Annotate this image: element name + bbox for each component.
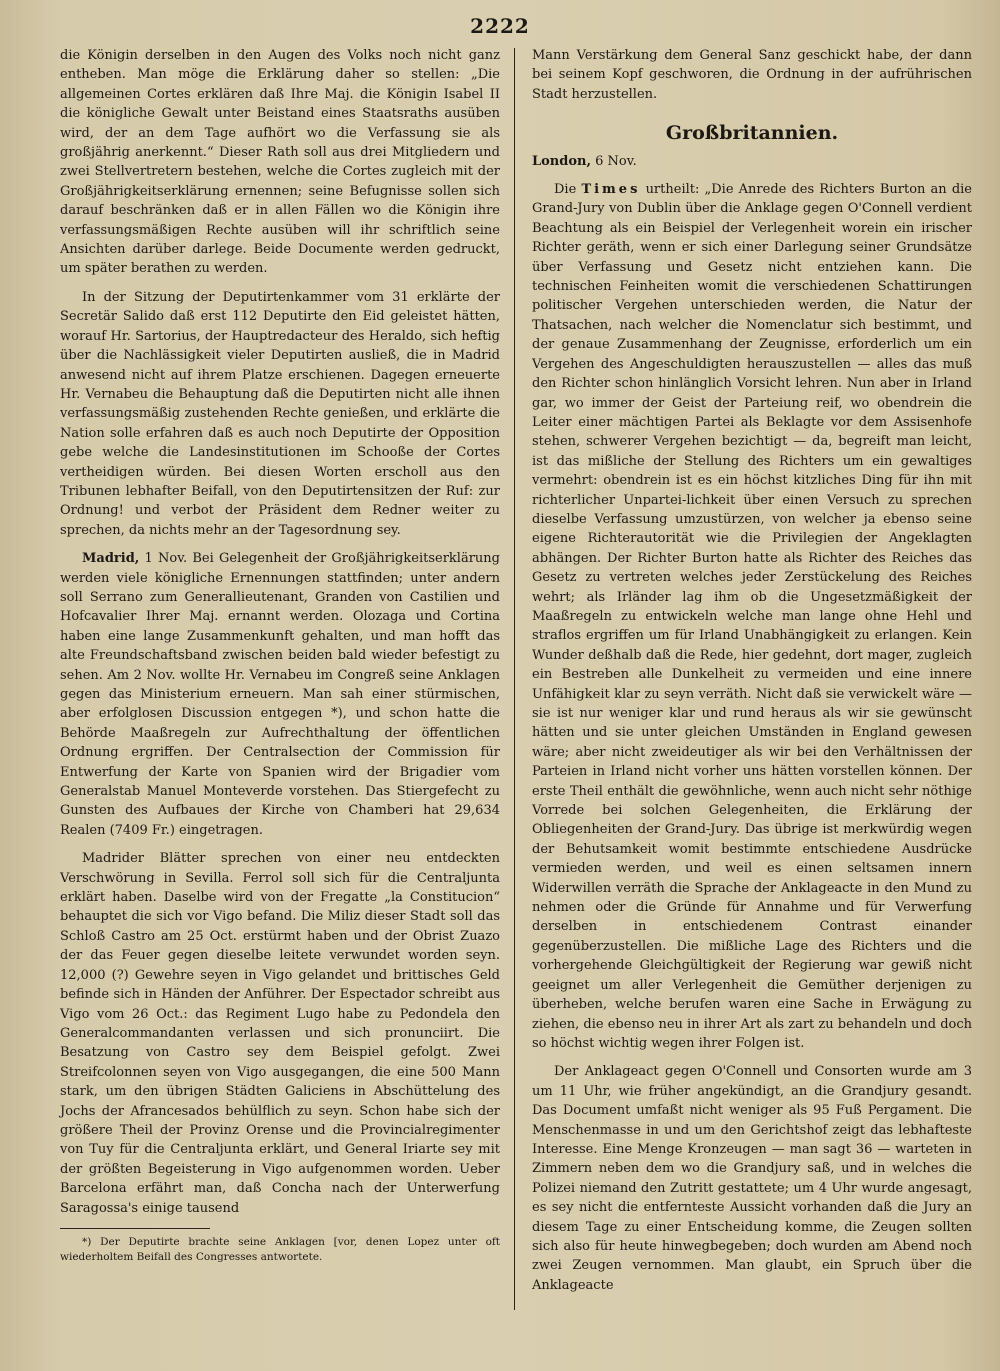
- dateline: London,: [532, 153, 592, 169]
- section-heading: Großbritannien.: [665, 122, 839, 145]
- article-paragraph: Madrider Blätter sprechen von einer neu entdeckten Verschwörung in Sevilla. Ferrol soll sich für die Centraljunta erklärt haben. Daselbe wird von der Fregatte „la Constitucion“ behauptet die sich vor Vigo befand. Die Miliz dieser Stadt soll das Schloß Castro am 25 Oct. erstürmt haben und der Obrist Zuazo der das Feuer gegen dieselbe leitete verwundet worden seyn. 12,000 (?) Gewehre seyen in Vigo gelandet und brittisches Geld befinde sich in Händen der Anführer. Der Espectador schreibt aus Vigo vom 26 Oct.: das Regiment Lugo habe zu Pedondela den Generalcommandanten verlassen und sich pronunciirt. Die Besatzung von Castro sey dem Beispiel gefolgt. Zwei Streifcolonnen seyen von Vigo ausgegangen, die eine 500 Mann stark, um den übrigen Städten Galiciens in Abschüttelung des Jochs der Afrancesados behülflich zu seyn. Schon habe sich der größere Theil der Provinz Orense und die Provincialregimenter von Tuy für die Centraljunta erklärt, und General Iriarte sey mit der größten Begeisterung in Vigo aufgenommen worden. Ueber Barcelona erfährt man, daß Concha nach der Unterwerfung Saragossa's einige tausend: [60, 851, 500, 1216]
- dateline: Madrid,: [82, 551, 140, 567]
- article-paragraph: [60, 549, 500, 840]
- dateline-date: 1 Nov.: [144, 551, 188, 567]
- footnote: *) Der Deputirte brachte seine Anklagen [vor, denen Lopez unter oft wiederholtem Beifall des Congresses antwortete.: [60, 1235, 500, 1263]
- article-text: urtheilt: „Die Anrede des Richters Burton an die Grand-Jury von Dublin über die Anklage gegen O'Connell verdient Beachtung als ein Beispiel der Verlegenheit worein ein irischer Richter geräth, wenn er sich einer Darlegung seiner Grundsätze über Verfassung und Gesetz nicht entziehen kann. Die technischen Feinheiten womit die verschiedenen Schattirungen politischer Vergehen unterschieden werden, die Natur der Thatsachen, nach welcher die Nomenclatur sich bestimmt, und der genaue Zusammenhang der Zeugnisse, erforderlich um ein Vergehen des Angeschuldigten herauszustellen — alles das muß den Richter schon hinlänglich Vorsicht lehren. Nun aber in Irland gar, wo immer der Geist der Parteiung reif, wo obendrein die Leiter einer mächtigen Partei als Beklagte vor dem Assisenhofe stehen, schwerer Vergehen bezichtigt — da, begreift man leicht, ist das mißliche der Stellung des Richters um ein gewaltiges vermehrt: obendrein ist es ein höchst kitzliches Ding für ihn mit richterlicher Unpartei-lichkeit über einen Versuch zu sprechen dieselbe Verfassung umzustürzen, von welcher ja ebenso seine eigene Richterautorität wie die Privilegien der Angeklagten abhängen. Der Richter Burton hatte als Richter des Reiches das Gesetz zu vertreten welches jeder Zerstückelung des Reiches wehrt; als Irländer lag ihm ob die Ungesetzmäßigkeit der Maaßregeln zu entwickeln welche man lange ohne Hehl und straflos ergriffen um für Irland Unabhängigkeit zu erlangen. Kein Wunder deßhalb daß die Rede, hier gedehnt, dort mager, zugleich ein Bestreben alle Dunkelheit zu vermeiden und eine innere Unfähigkeit klar zu seyn verräth. Nicht daß sie verwickelt wäre — sie ist nur weniger klar und rund heraus als wir sie gewünscht hätten und sie unter gleichen Umständen in England gewesen wäre; aber nicht zweideutiger als wir bei den Verhältnissen der Parteien in Irland nicht vorher uns hätten vorstellen können. Der erste Theil enthält die gewöhnliche, wenn auch nicht sehr nöthige Vorrede bei solchen Gelegenheiten, die Erklärung der Obliegenheiten der Grand-Jury. Das übrige ist merkwürdig wegen der Behutsamkeit womit bestimmte entschiedene Ausdrücke vermieden werden, und weil es einen seltsamen innern Widerwillen verräth die Sprache der Anklageacte in den Mund zu nehmen oder die Gründe für Annahme und für Verwerfung derselben in entschiedenem Contrast einander gegenüberzustellen. Die mißliche Lage des Richters und die vorhergehende Gleichgültigkeit der Regierung war gewiß nicht geeignet um aller Verlegenheit die Gemüther derjenigen zu überheben, welche berufen waren eine Sache in Erwägung zu ziehen, die ebenso neu in ihrer Art als zart zu behandeln und doch so höchst wichtig wegen ihrer Folgen ist.: [532, 182, 972, 1051]
- dateline-line: [532, 152, 972, 171]
- left-column: [60, 46, 500, 1274]
- article-paragraph: Mann Verstärkung dem General Sanz geschickt habe, der dann bei seinem Kopf geschworen, die Ordnung in der aufrührischen Stadt herzustellen.: [532, 48, 972, 102]
- right-column: [532, 46, 972, 1304]
- article-text: Bei Gelegenheit der Großjährigkeitserklärung werden viele königliche Ernennungen stattfinden; unter andern soll Serrano zum Generallieutenant, Granden von Castilien und Hofcavalier Ihrer Maj. ernannt werden. Olozaga und Cortina haben eine lange Zusammenkunft gehalten, und man hofft das alte Freundschaftsband zwischen beiden bald wieder befestigt zu sehen. Am 2 Nov. wollte Hr. Vernabeu im Congreß seine Anklagen gegen das Ministerium erneuern. Man sah einer stürmischen, aber erfolglosen Discussion entgegen *), und schon hatte die Behörde Maaßregeln zur Aufrechthaltung der öffentlichen Ordnung ergriffen. Der Centralsection der Commission für Entwerfung der Karte von Spanien wird der Brigadier vom Generalstab Manuel Monteverde vorstehen. Das Stiergefecht zu Gunsten des Aufbaues der Kirche von Chamberi hat 29,634 Realen (7409 Fr.) eingetragen.: [60, 551, 500, 838]
- footnote-divider: [60, 1228, 210, 1229]
- page-number: 2222: [470, 14, 530, 38]
- article-paragraph: [532, 180, 972, 1053]
- article-text: Die: [554, 182, 577, 198]
- publication-name: Times: [581, 182, 641, 198]
- column-divider: [514, 48, 515, 1310]
- article-paragraph: Der Anklageact gegen O'Connell und Consorten wurde am 3 um 11 Uhr, wie früher angekündigt, an die Grandjury gesandt. Das Document umfaßt nicht weniger als 95 Fuß Pergament. Die Menschenmasse in und um den Gerichtshof zeigt das lebhafteste Interesse. Eine Menge Kronzeugen — man sagt 36 — warteten in Zimmern neben dem wo die Grandjury saß, und in welches die Polizei niemand den Zutritt gestattete; um 4 Uhr wurde angesagt, es sey nicht die entfernteste Aussicht vorhanden daß die Jury an diesem Tage zu einer Entscheidung komme, die Zeugen sollten sich also für heute hinwegbegeben; doch wurden am Abend noch zwei Zeugen vernommen. Man glaubt, ein Spruch über die Anklageacte: [532, 1064, 972, 1293]
- article-paragraph: In der Sitzung der Deputirtenkammer vom 31 erklärte der Secretär Salido daß erst 112 Deputirte den Eid geleistet hätten, worauf Hr. Sartorius, der Hauptredacteur des Heraldo, sich heftig über die Nachlässigkeit vieler Deputirten ausließ, die in Madrid anwesend nicht auf ihrem Platze erschienen. Dagegen erneuerte Hr. Vernabeu die Behauptung daß die Deputirten nicht alle ihnen verfassungsmäßig zustehenden Rechte genießen, und erklärte die Nation solle erfahren daß es auch noch Deputirte der Opposition gebe welche die Landesinstitutionen im Schooße der Cortes vertheidigen würden. Bei diesen Worten erscholl aus den Tribunen lebhafter Beifall, von den Deputirtensitzen der Ruf: zur Ordnung! und verbot der Präsident dem Redner weiter zu sprechen, da nichts mehr an der Tagesordnung sey.: [60, 289, 500, 538]
- dateline-date: 6 Nov.: [595, 153, 637, 169]
- article-paragraph: die Königin derselben in den Augen des Volks noch nicht ganz entheben. Man möge die Erklärung daher so stellen: „Die allgemeinen Cortes erklären daß Ihre Maj. die Königin Isabel II die königliche Gewalt unter Beistand eines Staatsraths ausüben wird, der an dem Tage aufhört wo die Verfassung sie als großjährig anerkennt.“ Dieser Rath soll aus drei Mitgliedern und zwei Stellvertretern bestehen, welche die Cortes zugleich mit der Großjährigkeitserklärung ernennen; seine Befugnisse sollen sich darauf beschränken daß er in allen Fällen wo die Königin ihre verfassungsmäßigen Rechte ausüben will ihr schriftlich seine Ansichten darüber darlege. Beide Documente werden gedruckt, um später berathen zu werden.: [60, 48, 500, 277]
